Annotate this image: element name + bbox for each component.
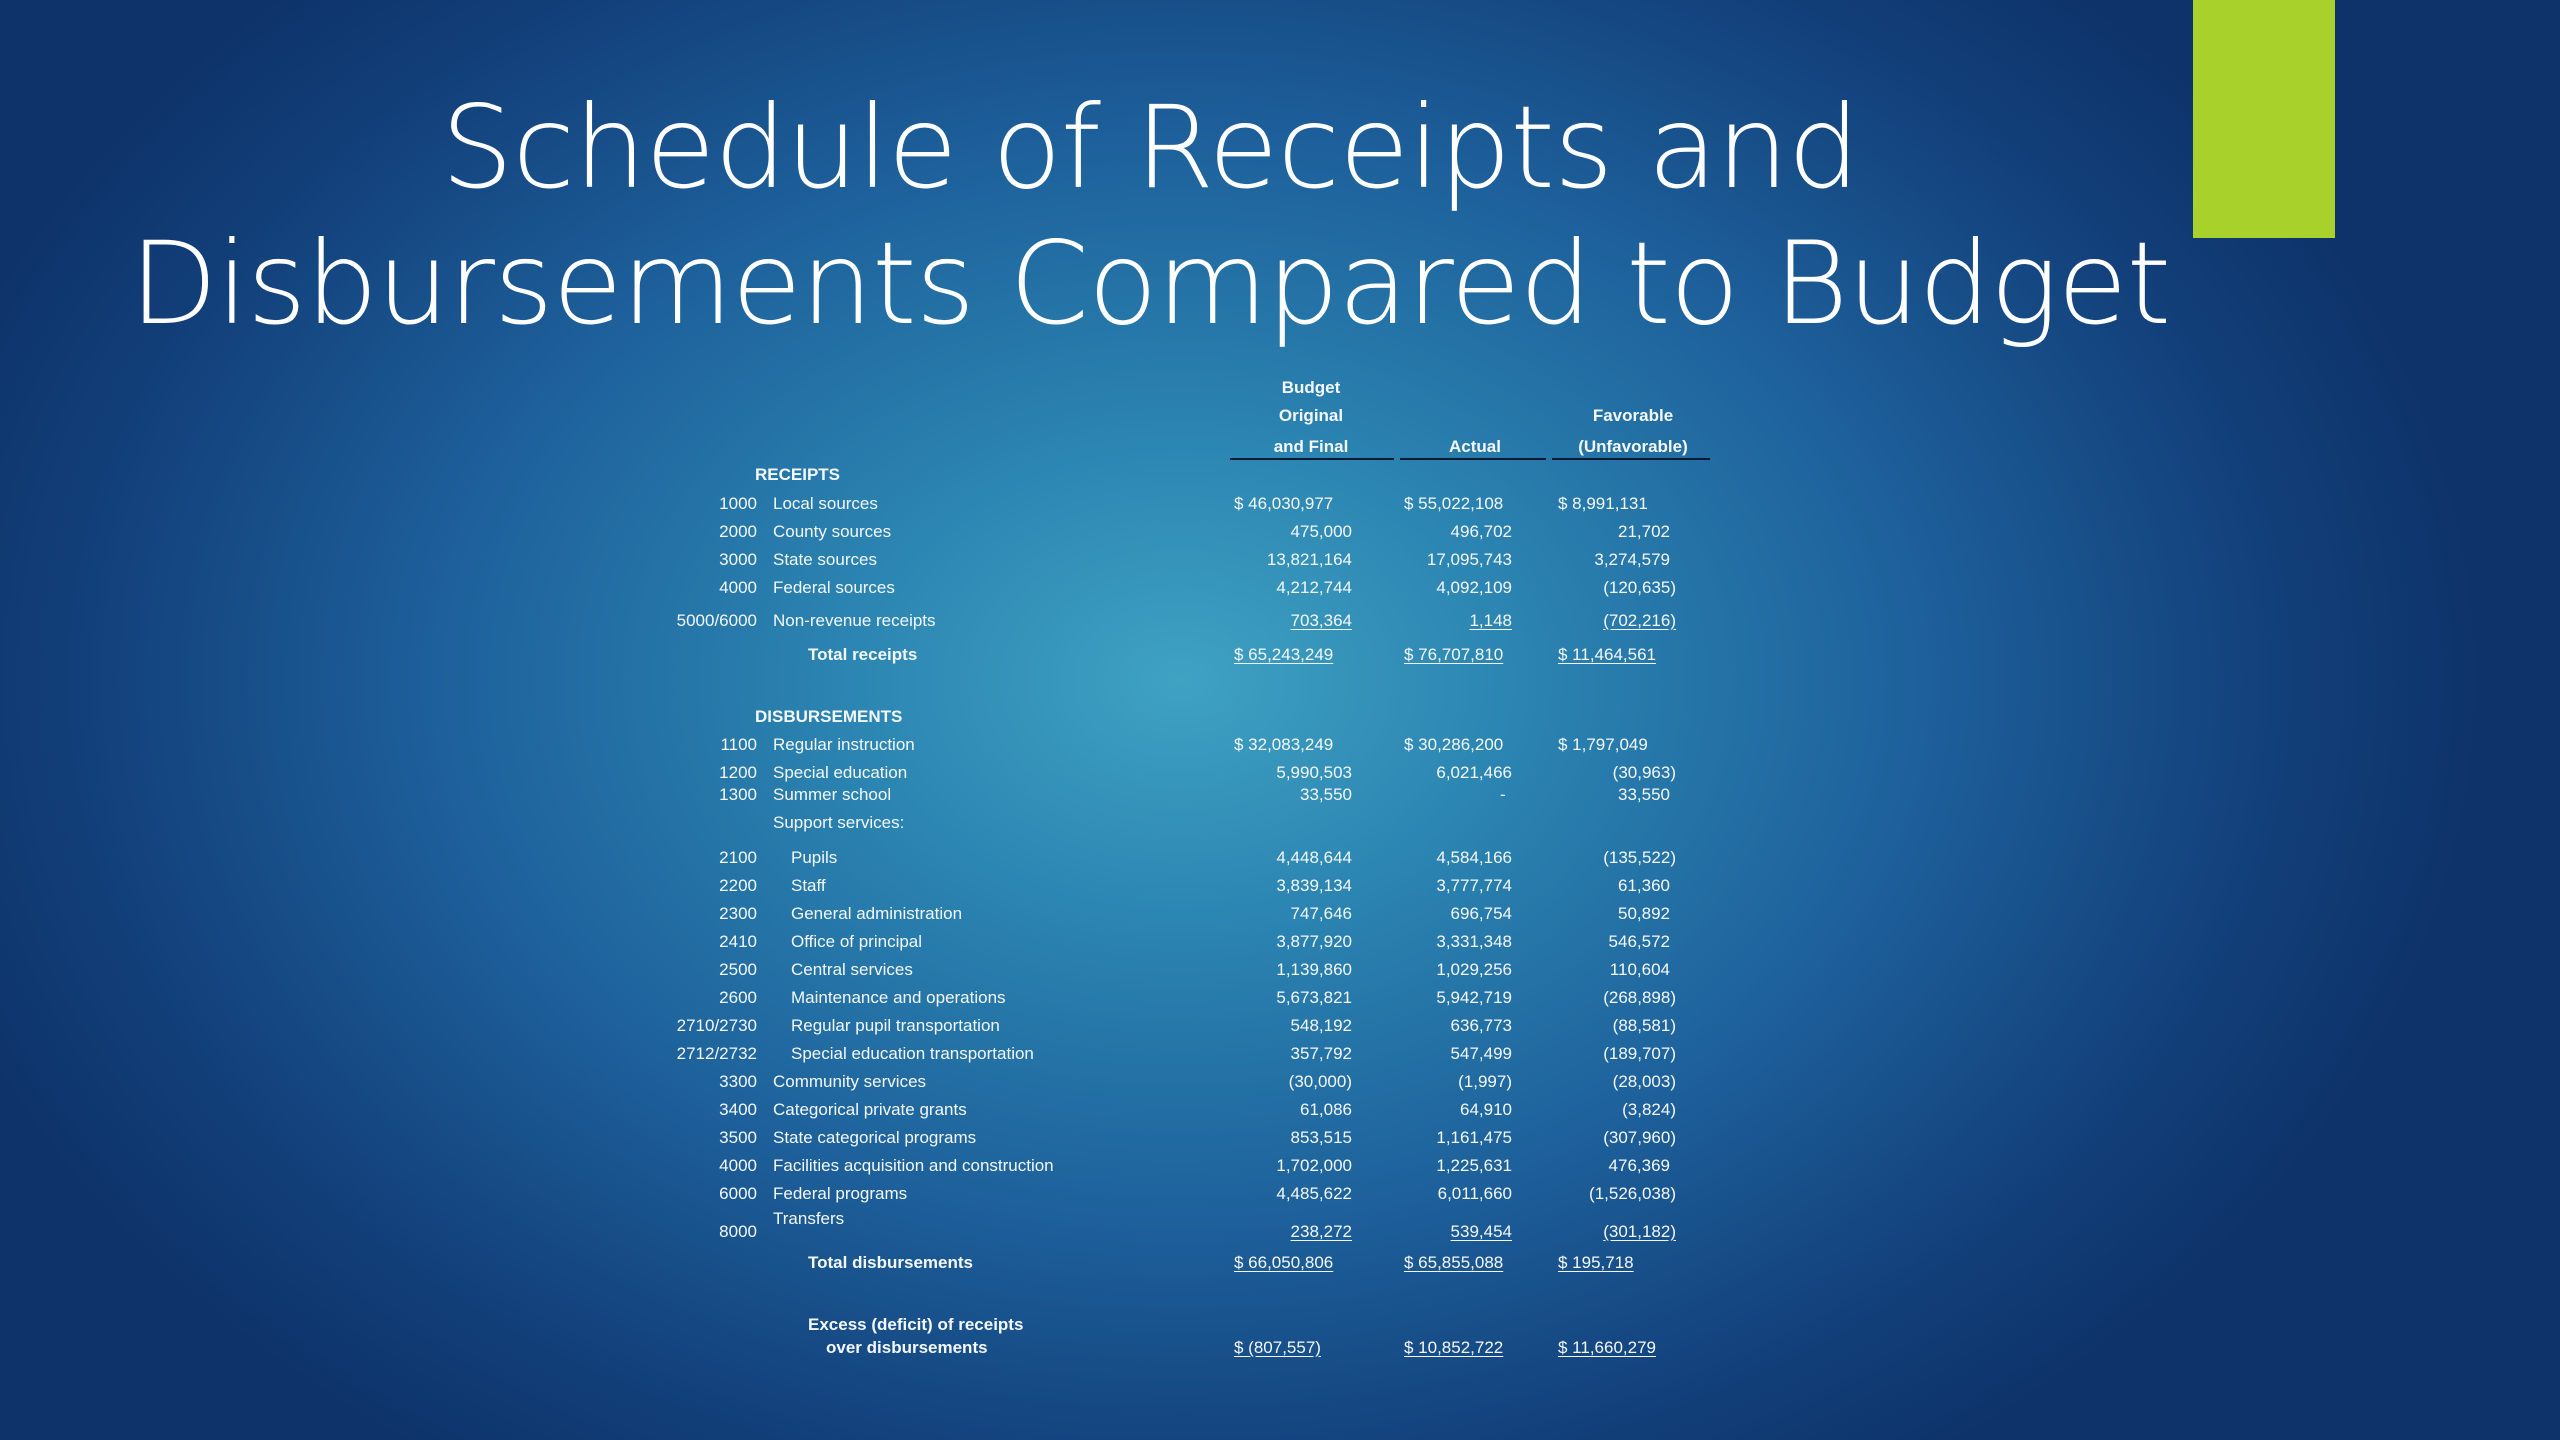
disbursement-row-label: State categorical programs bbox=[773, 1128, 977, 1147]
receipt-row-label: State sources bbox=[773, 550, 877, 569]
disbursement-row-actual: 5,942,719 bbox=[1436, 988, 1512, 1007]
disbursement-row-code: 2710/2730 bbox=[676, 1016, 757, 1035]
disbursement-row-label: Office of principal bbox=[791, 932, 923, 951]
excess-actual: $ 10,852,722 bbox=[1404, 1338, 1504, 1357]
excess-label-line1: Excess (deficit) of receipts bbox=[808, 1315, 1024, 1334]
excess-variance: $ 11,660,279 bbox=[1558, 1338, 1656, 1357]
receipt-row-variance: (120,635) bbox=[1603, 578, 1676, 597]
disbursement-row-budget: 357,792 bbox=[1290, 1044, 1352, 1063]
header-budget-line3: and Final bbox=[1273, 437, 1349, 456]
disbursement-row-label: Support services: bbox=[773, 813, 905, 832]
disbursement-row-label: Central services bbox=[791, 960, 913, 979]
disbursement-row-variance: (1,526,038) bbox=[1589, 1184, 1676, 1203]
receipt-row-actual: 1,148 bbox=[1469, 611, 1512, 630]
disbursement-row-variance: 33,550 bbox=[1618, 785, 1670, 804]
header-variance-line2: (Unfavorable) bbox=[1578, 437, 1688, 456]
disbursement-row-actual: 64,910 bbox=[1460, 1100, 1512, 1119]
receipt-row-budget: $ 46,030,977 bbox=[1234, 494, 1334, 513]
total-receipts-budget: $ 65,243,249 bbox=[1234, 645, 1334, 664]
disbursement-row-actual: 6,021,466 bbox=[1436, 763, 1512, 782]
receipt-row-budget: 703,364 bbox=[1290, 611, 1352, 630]
disbursement-row-code: 3500 bbox=[719, 1128, 757, 1147]
disbursement-row-label: Categorical private grants bbox=[773, 1100, 967, 1119]
disbursement-row-actual: 3,777,774 bbox=[1436, 876, 1512, 895]
disbursement-row-budget: 548,192 bbox=[1290, 1016, 1352, 1035]
receipt-row-actual: 496,702 bbox=[1450, 522, 1512, 541]
disbursement-row-code: 3400 bbox=[719, 1100, 757, 1119]
receipt-row-label: Non-revenue receipts bbox=[773, 611, 936, 630]
header-variance-line1: Favorable bbox=[1592, 406, 1674, 425]
receipt-row-budget: 4,212,744 bbox=[1276, 578, 1352, 597]
disbursement-row-code: 2712/2732 bbox=[676, 1044, 757, 1063]
disbursement-row-actual: $ 30,286,200 bbox=[1404, 735, 1504, 754]
disbursement-row-actual: 1,029,256 bbox=[1436, 960, 1512, 979]
total-receipts-label: Total receipts bbox=[808, 645, 918, 664]
disbursement-row-budget: 3,839,134 bbox=[1276, 876, 1352, 895]
disbursement-row-label: Regular instruction bbox=[773, 735, 915, 754]
disbursement-row-code: 1300 bbox=[719, 785, 757, 804]
disbursement-row-actual: - bbox=[1500, 785, 1506, 804]
disbursement-row-code: 6000 bbox=[719, 1184, 757, 1203]
disbursement-row-budget: 1,702,000 bbox=[1276, 1156, 1352, 1175]
disbursement-row-variance: (307,960) bbox=[1603, 1128, 1676, 1147]
disbursement-row-code: 8000 bbox=[719, 1222, 757, 1241]
disbursement-row-budget: 3,877,920 bbox=[1276, 932, 1352, 951]
receipt-row-budget: 13,821,164 bbox=[1266, 550, 1352, 569]
disbursement-row-budget: 61,086 bbox=[1300, 1100, 1352, 1119]
receipt-row-label: Local sources bbox=[773, 494, 878, 513]
disbursement-row-code: 1100 bbox=[720, 735, 757, 754]
total-disbursements-actual: $ 65,855,088 bbox=[1404, 1253, 1504, 1272]
header-budget-line1: Budget bbox=[1281, 378, 1341, 397]
disbursement-row-variance: 61,360 bbox=[1618, 876, 1670, 895]
receipt-row-code: 3000 bbox=[719, 550, 757, 569]
receipt-row-label: Federal sources bbox=[773, 578, 895, 597]
receipt-row-actual: 17,095,743 bbox=[1426, 550, 1512, 569]
disbursement-row-code: 2600 bbox=[719, 988, 757, 1007]
receipt-row-code: 4000 bbox=[719, 578, 757, 597]
disbursement-row-budget: 5,990,503 bbox=[1276, 763, 1352, 782]
disbursement-row-actual: 1,225,631 bbox=[1436, 1156, 1512, 1175]
disbursement-row-variance: (30,963) bbox=[1612, 763, 1676, 782]
disbursement-row-actual: 696,754 bbox=[1450, 904, 1512, 923]
disbursement-row-label: Federal programs bbox=[773, 1184, 908, 1203]
disbursement-row-budget: 238,272 bbox=[1290, 1222, 1352, 1241]
disbursement-row-label: Summer school bbox=[773, 785, 892, 804]
receipt-row-label: County sources bbox=[773, 522, 892, 541]
total-disbursements-budget: $ 66,050,806 bbox=[1234, 1253, 1334, 1272]
receipt-row-budget: 475,000 bbox=[1290, 522, 1352, 541]
disbursement-row-actual: (1,997) bbox=[1458, 1072, 1512, 1091]
disbursement-row-variance: 110,604 bbox=[1609, 960, 1670, 979]
slide-title bbox=[100, 80, 2200, 352]
disbursement-row-variance: (301,182) bbox=[1603, 1222, 1676, 1241]
disbursement-row-variance: 476,369 bbox=[1608, 1156, 1670, 1175]
disbursement-row-label: Special education bbox=[773, 763, 908, 782]
header-budget-line2: Original bbox=[1278, 406, 1344, 425]
disbursement-row-code: 2200 bbox=[719, 876, 757, 895]
disbursement-row-variance: (135,522) bbox=[1603, 848, 1676, 867]
disbursement-row-budget: (30,000) bbox=[1288, 1072, 1352, 1091]
disbursement-row-budget: 747,646 bbox=[1290, 904, 1352, 923]
accent-bar bbox=[2193, 0, 2335, 238]
receipts-heading: RECEIPTS bbox=[755, 465, 841, 484]
disbursement-row-budget: 4,485,622 bbox=[1276, 1184, 1352, 1203]
disbursement-row-label: Regular pupil transportation bbox=[791, 1016, 1000, 1035]
disbursement-row-label: Staff bbox=[791, 876, 826, 895]
receipt-row-code: 1000 bbox=[719, 494, 757, 513]
disbursement-row-variance: (189,707) bbox=[1603, 1044, 1676, 1063]
disbursement-row-actual: 3,331,348 bbox=[1436, 932, 1512, 951]
total-disbursements-label: Total disbursements bbox=[808, 1253, 973, 1272]
receipt-row-variance: (702,216) bbox=[1603, 611, 1676, 630]
disbursement-row-budget: 1,139,860 bbox=[1276, 960, 1352, 979]
total-disbursements-variance: $ 195,718 bbox=[1558, 1253, 1634, 1272]
disbursement-row-budget: 5,673,821 bbox=[1276, 988, 1352, 1007]
disbursement-row-label: Transfers bbox=[773, 1209, 845, 1228]
header-rule-budget bbox=[1230, 458, 1394, 460]
disbursement-row-label: Maintenance and operations bbox=[791, 988, 1006, 1007]
disbursement-row-budget: 33,550 bbox=[1300, 785, 1352, 804]
disbursement-row-variance: (88,581) bbox=[1612, 1016, 1676, 1035]
receipt-row-actual: $ 55,022,108 bbox=[1404, 494, 1504, 513]
receipt-row-variance: 21,702 bbox=[1618, 522, 1670, 541]
slide-title-line-2: Disbursements Compared to Budget bbox=[129, 217, 2171, 350]
disbursement-row-actual: 539,454 bbox=[1450, 1222, 1512, 1241]
disbursement-row-variance: (3,824) bbox=[1622, 1100, 1676, 1119]
receipt-row-code: 2000 bbox=[719, 522, 757, 541]
disbursement-row-actual: 1,161,475 bbox=[1436, 1128, 1512, 1147]
excess-label-line2: over disbursements bbox=[826, 1338, 988, 1357]
disbursement-row-label: General administration bbox=[791, 904, 963, 923]
total-receipts-variance: $ 11,464,561 bbox=[1558, 645, 1656, 664]
disbursement-row-label: Facilities acquisition and construction bbox=[773, 1156, 1054, 1175]
disbursement-row-budget: 4,448,644 bbox=[1276, 848, 1352, 867]
total-receipts-actual: $ 76,707,810 bbox=[1404, 645, 1504, 664]
disbursement-row-label: Special education transportation bbox=[791, 1044, 1034, 1063]
disbursement-row-actual: 547,499 bbox=[1450, 1044, 1512, 1063]
receipt-row-variance: 3,274,579 bbox=[1594, 550, 1670, 569]
disbursement-row-label: Community services bbox=[773, 1072, 927, 1091]
disbursement-row-actual: 6,011,660 bbox=[1437, 1184, 1512, 1203]
disbursement-row-code: 2500 bbox=[719, 960, 757, 979]
disbursement-row-variance: 546,572 bbox=[1608, 932, 1670, 951]
excess-budget: $ (807,557) bbox=[1234, 1338, 1321, 1357]
receipt-row-actual: 4,092,109 bbox=[1436, 578, 1512, 597]
disbursement-row-code: 4000 bbox=[719, 1156, 757, 1175]
disbursement-row-code: 2410 bbox=[719, 932, 757, 951]
slide-title-line-1: Schedule of Receipts and bbox=[440, 81, 1860, 214]
disbursement-row-actual: 636,773 bbox=[1450, 1016, 1512, 1035]
disbursements-heading: DISBURSEMENTS bbox=[755, 707, 903, 726]
disbursement-row-budget: 853,515 bbox=[1290, 1128, 1352, 1147]
header-actual: Actual bbox=[1449, 437, 1501, 456]
disbursement-row-variance: $ 1,797,049 bbox=[1558, 735, 1648, 754]
header-rule-variance bbox=[1552, 458, 1710, 460]
disbursement-row-variance: 50,892 bbox=[1618, 904, 1670, 923]
disbursement-row-budget: $ 32,083,249 bbox=[1234, 735, 1334, 754]
receipt-row-code: 5000/6000 bbox=[676, 611, 757, 630]
disbursement-row-actual: 4,584,166 bbox=[1436, 848, 1512, 867]
disbursement-row-variance: (268,898) bbox=[1603, 988, 1676, 1007]
disbursement-row-code: 3300 bbox=[719, 1072, 757, 1091]
disbursement-row-code: 2100 bbox=[719, 848, 757, 867]
disbursement-row-variance: (28,003) bbox=[1612, 1072, 1676, 1091]
disbursement-row-code: 2300 bbox=[719, 904, 757, 923]
disbursement-row-code: 1200 bbox=[719, 763, 757, 782]
disbursement-row-label: Pupils bbox=[791, 848, 838, 867]
header-rule-actual bbox=[1400, 458, 1546, 460]
receipt-row-variance: $ 8,991,131 bbox=[1558, 494, 1648, 513]
